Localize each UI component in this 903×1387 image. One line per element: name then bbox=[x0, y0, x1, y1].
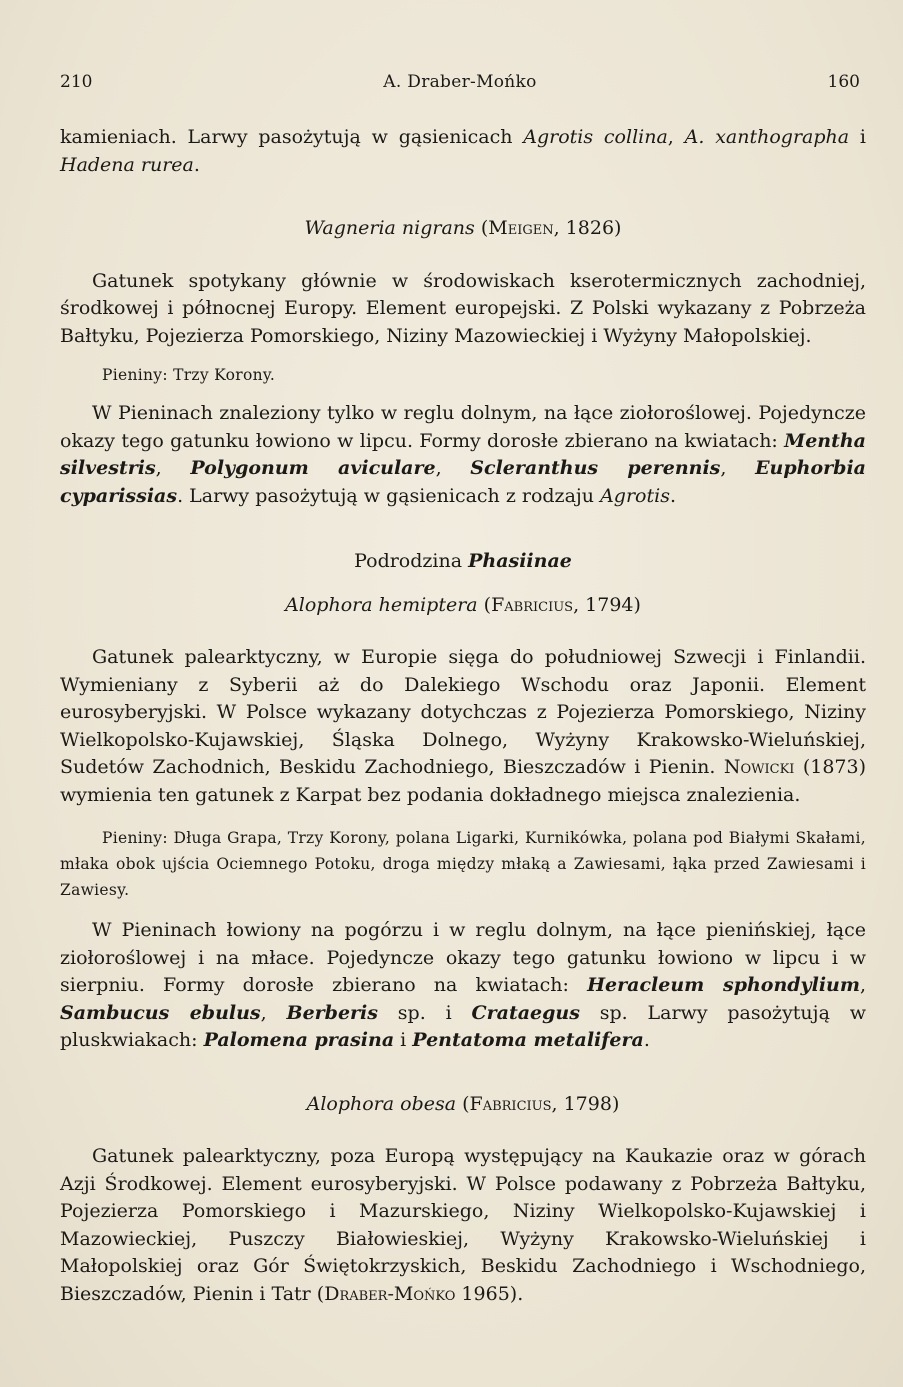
continuation-paragraph bbox=[60, 124, 866, 179]
text-run: ( bbox=[477, 593, 492, 616]
author-name: Draber-Mońko bbox=[324, 1282, 456, 1305]
text-run: sp. i bbox=[377, 1001, 472, 1024]
distribution-paragraph: Gatunek spotykany głównie w środowiskach kserotermicznych zachodniej, środkowej i północnej Europy. Element europejski. Z Polski wykazany z Pobrzeża Bałtyku, Pojezierza Pomorskiego, Niziny Mazowieckiej i Wyżyny Małopolskiej. bbox=[60, 269, 866, 347]
author-name: Nowicki bbox=[723, 756, 795, 778]
page-number-right: 160 bbox=[827, 72, 860, 92]
subfamily-heading bbox=[60, 548, 866, 576]
text-run: i bbox=[849, 126, 866, 148]
text-run: sp. Larwy pasożytują w pluskwiakach: bbox=[60, 1001, 866, 1051]
author-name: Meigen bbox=[488, 217, 554, 239]
text-run: , bbox=[720, 457, 756, 479]
locality-list: Pieniny: Długa Grapa, Trzy Korony, polana Ligarki, Kurnikówka, polana pod Białymi Skałami, młaka obok ujścia Ociemnego Potoku, droga między młaką a Zawiesami, łąka przed Zawiesami i Zawiesy. bbox=[60, 829, 866, 899]
distribution-paragraph bbox=[60, 1143, 866, 1308]
insect-name: Pentatoma metalifera bbox=[412, 1029, 644, 1051]
text-run: ( bbox=[456, 1092, 470, 1115]
plant-name: Euphorbia cyparissias bbox=[60, 457, 866, 507]
text-run: W Pieninach znaleziony tylko w reglu dolnym, na łące ziołoroślowej. Pojedyncze okazy tego gatunku łowiono w lipcu. Formy dorosłe zbierano na kwiatach: bbox=[60, 402, 866, 452]
author-year: , 1798) bbox=[551, 1092, 620, 1115]
subfamily-name: Phasiinae bbox=[468, 550, 572, 572]
ecology-paragraph bbox=[60, 400, 866, 510]
text-run: . bbox=[193, 153, 200, 176]
text-run: , bbox=[435, 457, 471, 479]
species-heading-obesa bbox=[60, 1091, 866, 1119]
taxon-name: Agrotis collina bbox=[523, 126, 668, 148]
page-body bbox=[60, 124, 866, 1308]
text-run: Gatunek palearktyczny, poza Europą występujący na Kaukazie oraz w górach Azji Środkowej. Element eurosyberyjski. W Polsce podawany z Pobrzeża Bałtyku, Pojezierza Pomorskiego i Mazurskiego, Niziny Wielkopolsko-Kujawskiej i Mazowieckiej, Puszczy Białowieskiej, Wyżyny Krakowsko-Wieluńskiej i Małopolskiej oraz Gór Świętokrzyskich, Beskidu Zachodniego i Wschodniego, Bieszczadów, Pienin i Tatr ( bbox=[60, 1145, 866, 1305]
species-heading-hemiptera bbox=[60, 592, 866, 620]
text-run: i bbox=[394, 1029, 413, 1051]
author-year: , 1794) bbox=[573, 593, 641, 616]
text-run: Gatunek palearktyczny, w Europie sięga do południowej Szwecji i Finlandii. Wymieniany z Syberii aż do Dalekiego Wschodu oraz Japonii. Element eurosyberyjski. W Polsce wykazany dotychczas z Pojezierza Pomorskiego, Niziny Wielkopolsko-Kujawskiej, Śląska Dolnego, Wyżyny Krakowsko-Wieluńskiej, Sudetów Zachodnich, Beskidu Zachodniego, Bieszczadów i Pienin. bbox=[60, 646, 866, 778]
author-name: Fabricius bbox=[491, 593, 574, 616]
taxon-name: Hadena rurea bbox=[60, 153, 194, 176]
plant-name: Sambucus ebulus bbox=[60, 1001, 261, 1024]
text-run: . bbox=[669, 484, 676, 507]
text-run: , bbox=[260, 1001, 287, 1024]
species-name: Wagneria nigrans bbox=[304, 217, 475, 239]
text-run: ( bbox=[474, 217, 489, 239]
plant-name: Scleranthus perennis bbox=[470, 457, 721, 479]
locality-list: Pieniny: Trzy Korony. bbox=[102, 366, 276, 384]
text-run: kamieniach. Larwy pasożytują w gąsienicach bbox=[60, 126, 524, 148]
page-number-left: 210 bbox=[60, 72, 93, 92]
text-run: , bbox=[859, 974, 867, 996]
plant-name: Mentha silvestris bbox=[60, 429, 866, 479]
plant-name: Polygonum aviculare bbox=[190, 457, 436, 479]
species-name: Alophora obesa bbox=[306, 1092, 457, 1115]
author-year: , 1826) bbox=[553, 217, 622, 239]
running-author: A. Draber-Mońko bbox=[383, 72, 537, 92]
author-name: Fabricius bbox=[469, 1092, 552, 1115]
taxon-name: Agrotis bbox=[600, 484, 670, 507]
distribution-paragraph bbox=[60, 644, 866, 809]
text-run: (1873) wymienia ten gatunek z Karpat bez podania dokładnego miejsca znalezienia. bbox=[60, 756, 866, 806]
text-run: 1965). bbox=[455, 1282, 524, 1305]
plant-name: Crataegus bbox=[471, 1001, 580, 1024]
subfamily-label: Podrodzina bbox=[354, 550, 469, 572]
ecology-paragraph bbox=[60, 917, 866, 1055]
text-run: . Larwy pasożytują w gąsienicach z rodzaju bbox=[177, 484, 601, 507]
text-run: . bbox=[643, 1029, 650, 1051]
plant-name: Berberis bbox=[286, 1001, 378, 1024]
text-run: , bbox=[667, 126, 685, 148]
species-heading-wagneria bbox=[60, 215, 866, 243]
insect-name: Palomena prasina bbox=[203, 1029, 395, 1051]
text-run: , bbox=[155, 457, 191, 479]
running-header bbox=[60, 72, 860, 96]
species-name: Alophora hemiptera bbox=[285, 593, 478, 616]
text-run: W Pieninach łowiony na pogórzu i w reglu dolnym, na łące pienińskiej, łące ziołoroślowej i na młace. Pojedyncze okazy tego gatunku łowiono w lipcu i w sierpniu. Formy dorosłe zbierano na kwiatach: bbox=[60, 919, 866, 996]
taxon-name: A. xanthographa bbox=[684, 126, 850, 148]
plant-name: Heracleum sphondylium bbox=[587, 974, 860, 996]
